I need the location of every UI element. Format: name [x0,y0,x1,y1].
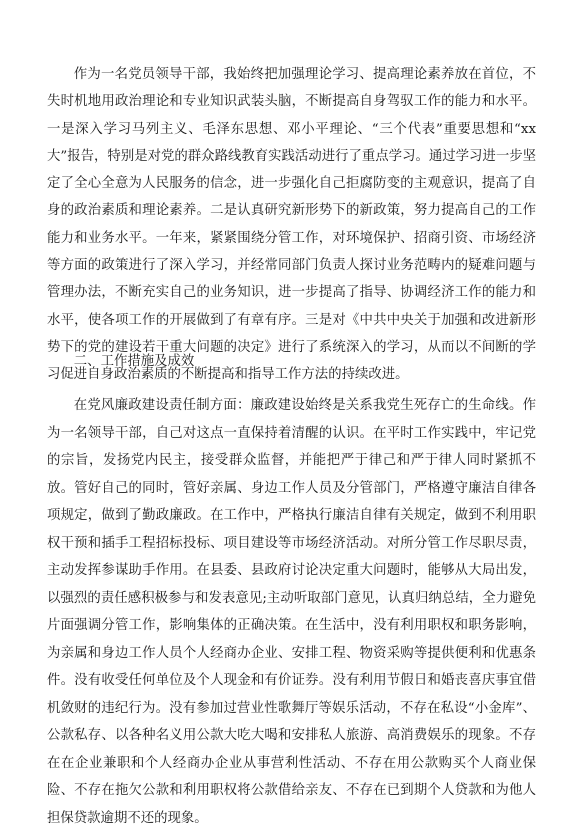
section-heading: 二、工作措施及成效 [73,354,195,369]
paragraph-theory-study: 作为一名党员领导干部，我始终把加强理论学习、提高理论素养放在首位，不失时机地用政治理论和专业知识武装头脑，不断提高自身驾驭工作的能力和水平。一是深入学习马列主义、毛泽东思想、邓小平理论、“三个代表”重要思想和“xx大”报告，特别是对党的群众路线教育实践活动进行了重点学习。通过学习进一步坚定了全心全意为人民服务的信念，进一步强化自己拒腐防变的主观意识，提高了自身的政治素质和理论素养。二是认真研究新形势下的新政策，努力提高自己的工作能力和业务水平。一年来，紧紧围绕分管工作，对环境保护、招商引资、市场经济等方面的政策进行了深入学习，并经常同部门负责人探讨业务范畴内的疑难问题与管理办法，不断充实自己的业务知识，进一步提高了指导、协调经济工作的能力和水平，使各项工作的开展做到了有章有序。三是对《中共中央关于加强和改进新形势下的党的建设若干重大问题的决定》进行了系统深入的学习，从而以不间断的学习促进自身政治素质的不断提高和指导工作方法的持续改进。 [47,67,536,383]
paragraph-integrity: 在党风廉政建设责任制方面：廉政建设始终是关系我党生死存亡的生命线。作为一名领导干部，自己对这点一直保持着清醒的认识。在平时工作实践中，牢记党的宗旨，发扬党内民主，接受群众监督，并能把严于律己和严于律人同时紧抓不放。管好自己的同时，管好亲属、身边工作人员及分管部门，严格遵守廉洁自律各项规定，做到了勤政廉政。在工作中，严格执行廉洁自律有关规定，做到不利用职权干预和插手工程招标投标、项目建设等市场经济活动。对所分管工作尽职尽责，主动发挥参谋助手作用。在县委、县政府讨论决定重大问题时，能够从大局出发，以强烈的责任感积极参与和发表意见;主动听取部门意见，认真归纳总结，全力避免片面强调分管工作，影响集体的正确决策。在生活中，没有利用职权和职务影响，为亲属和身边工作人员个人经商办企业、安排工程、物资采购等提供便利和优惠条件。没有收受任何单位及个人现金和有价证券。没有利用节假日和婚丧喜庆事宜借机敛财的违纪行为。没有参加过营业性歌舞厅等娱乐活动，不存在私设“小金库”、公款私存、以各种名义用公款大吃大喝和安排私人旅游、高消费娱乐的现象。不存在在企业兼职和个人经商办企业从事营利性活动、不存在用公款购买个人商业保险、不存在拖欠公款和利用职权将公款借给亲友、不存在已到期个人贷款和为他人担保贷款逾期不还的现象。 [47,398,536,826]
